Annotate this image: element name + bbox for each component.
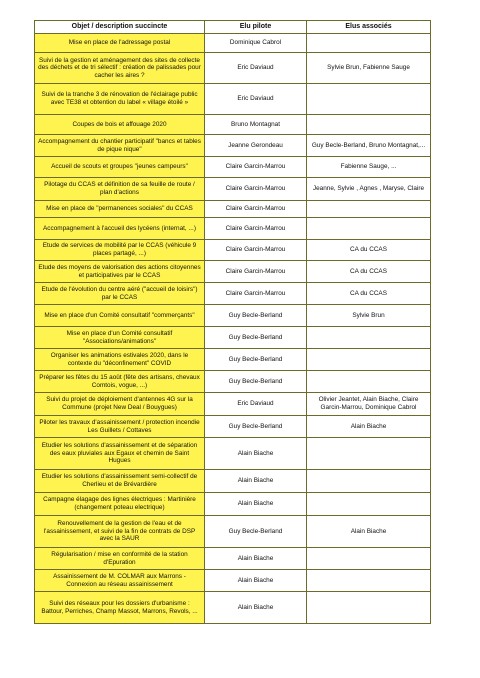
cell-objet: Mise en place d'un Comité consultatif "commerçants" xyxy=(35,305,205,327)
cell-objet: Mise en place de l'adressage postal xyxy=(35,34,205,53)
cell-elus-associes xyxy=(307,570,431,592)
cell-objet: Coupes de bois et affouage 2020 xyxy=(35,115,205,135)
table-row xyxy=(35,371,431,393)
cell-elus-associes xyxy=(307,218,431,240)
cell-elus-associes: Olivier Jeantet, Alain Biache, Claire Garcin-Marrou, Dominique Cabrol xyxy=(307,393,431,416)
cell-objet: Renouvellement de la gestion de l'eau et de l'assainissement, et suivi de la fin de contrats de DSP avec la SAUR xyxy=(35,516,205,548)
cell-elu-pilote: Eric Daviaud xyxy=(205,84,307,115)
header-elus-associes: Elus associés xyxy=(307,21,431,34)
cell-elu-pilote: Eric Daviaud xyxy=(205,393,307,416)
table-row xyxy=(35,135,431,157)
table-row xyxy=(35,201,431,218)
table-row xyxy=(35,84,431,115)
cell-elus-associes xyxy=(307,371,431,393)
cell-elu-pilote: Alain Biache xyxy=(205,570,307,592)
cell-objet: Etude de l'évolution du centre aéré ("accueil de loisirs") par le CCAS xyxy=(35,283,205,305)
cell-objet: Piloter les travaux d'assainissement / protection incendie Les Guillets / Cottaves xyxy=(35,416,205,438)
cell-elus-associes: Sylvie Brun, Fabienne Sauge xyxy=(307,53,431,84)
cell-elus-associes xyxy=(307,201,431,218)
cell-elu-pilote: Claire Garcin-Marrou xyxy=(205,201,307,218)
table-row xyxy=(35,592,431,624)
cell-objet: Etude des moyens de valorisation des actions citoyennes et participatives par le CCAS xyxy=(35,261,205,283)
cell-elu-pilote: Claire Garcin-Marrou xyxy=(205,157,307,178)
cell-elu-pilote: Alain Biache xyxy=(205,592,307,624)
cell-elu-pilote: Dominique Cabrol xyxy=(205,34,307,53)
table-row xyxy=(35,416,431,438)
cell-elus-associes: Guy Becle-Berland, Bruno Montagnat,... xyxy=(307,135,431,157)
table-row xyxy=(35,349,431,371)
cell-objet: Accueil de scouts et groupes "jeunes campeurs" xyxy=(35,157,205,178)
table-row xyxy=(35,393,431,416)
cell-objet: Mise en place de "permanences sociales" du CCAS xyxy=(35,201,205,218)
cell-objet: Accompagnement à l'accueil des lycéens (internat, ...) xyxy=(35,218,205,240)
cell-elu-pilote: Eric Daviaud xyxy=(205,53,307,84)
cell-elu-pilote: Jeanne Gerondeau xyxy=(205,135,307,157)
cell-elus-associes xyxy=(307,493,431,516)
header-elu-pilote: Elu pilote xyxy=(205,21,307,34)
cell-elu-pilote: Alain Biache xyxy=(205,470,307,493)
cell-elu-pilote: Alain Biache xyxy=(205,548,307,570)
cell-objet: Etudier les solutions d'assainissement semi-collectif de Cherlieu et de Brévardière xyxy=(35,470,205,493)
cell-objet: Suivi du projet de déploiement d'antennes 4G sur la Commune (projet New Deal / Bouygues) xyxy=(35,393,205,416)
cell-elus-associes: Fabienne Sauge, ... xyxy=(307,157,431,178)
cell-elus-associes xyxy=(307,84,431,115)
cell-elus-associes xyxy=(307,548,431,570)
cell-elus-associes xyxy=(307,592,431,624)
cell-elus-associes: CA du CCAS xyxy=(307,261,431,283)
cell-objet: Pilotage du CCAS et définition de sa feuille de route / plan d'actions xyxy=(35,178,205,201)
table-row xyxy=(35,53,431,84)
cell-elu-pilote: Claire Garcin-Marrou xyxy=(205,261,307,283)
cell-elu-pilote: Alain Biache xyxy=(205,493,307,516)
cell-elu-pilote: Claire Garcin-Marrou xyxy=(205,178,307,201)
cell-objet: Suivi de la gestion et aménagement des sites de collecte des déchets et de tri sélectif : création de palissades pour cacher les aires ? xyxy=(35,53,205,84)
table-row xyxy=(35,283,431,305)
table-row xyxy=(35,493,431,516)
cell-objet: Suivi des réseaux pour les dossiers d'urbanisme : Battour, Perriches, Champ Massot, Marrons, Revols, ... xyxy=(35,592,205,624)
table-body xyxy=(35,34,431,624)
table-row xyxy=(35,548,431,570)
cell-elu-pilote: Alain Biache xyxy=(205,438,307,470)
table-header-row xyxy=(35,21,431,34)
table-row xyxy=(35,240,431,261)
cell-objet: Assainissement de M. COLMAR aux Marrons - Connexion au réseau assainissement xyxy=(35,570,205,592)
cell-elus-associes: CA du CCAS xyxy=(307,283,431,305)
table-row xyxy=(35,570,431,592)
table-row xyxy=(35,438,431,470)
responsibilities-table xyxy=(34,20,431,624)
cell-objet: Accompagnement du chantier participatif "bancs et tables de pique nique" xyxy=(35,135,205,157)
cell-elu-pilote: Guy Becle-Berland xyxy=(205,327,307,349)
table-row xyxy=(35,157,431,178)
cell-elus-associes xyxy=(307,327,431,349)
table-row xyxy=(35,261,431,283)
cell-elu-pilote: Claire Garcin-Marrou xyxy=(205,240,307,261)
cell-elus-associes xyxy=(307,115,431,135)
cell-elu-pilote: Guy Becle-Berland xyxy=(205,516,307,548)
table-row xyxy=(35,218,431,240)
cell-elus-associes xyxy=(307,349,431,371)
cell-objet: Etudier les solutions d'assainissement et de séparation des eaux pluviales aux Egaux et chemin de Saint Hugues xyxy=(35,438,205,470)
cell-elu-pilote: Guy Becle-Berland xyxy=(205,349,307,371)
cell-elus-associes xyxy=(307,438,431,470)
table-row xyxy=(35,34,431,53)
cell-objet: Campagne élagage des lignes électriques : Martinière (changement poteau electrique) xyxy=(35,493,205,516)
cell-objet: Mise en place d'un Comité consultatif "Associations/animations" xyxy=(35,327,205,349)
cell-elu-pilote: Claire Garcin-Marrou xyxy=(205,218,307,240)
cell-elu-pilote: Guy Becle-Berland xyxy=(205,371,307,393)
table-row xyxy=(35,516,431,548)
cell-elu-pilote: Claire Garcin-Marrou xyxy=(205,283,307,305)
cell-elu-pilote: Bruno Montagnat xyxy=(205,115,307,135)
cell-elus-associes: Alain Biache xyxy=(307,516,431,548)
cell-elu-pilote: Guy Becle-Berland xyxy=(205,305,307,327)
table-row xyxy=(35,115,431,135)
table-row xyxy=(35,178,431,201)
cell-objet: Suivi de la tranche 3 de rénovation de l'éclairage public avec TE38 et obtention du label « village étoilé » xyxy=(35,84,205,115)
table-row xyxy=(35,305,431,327)
table-row xyxy=(35,327,431,349)
cell-objet: Préparer les fêtes du 15 août (fête des artisans, chevaux Comtois, vogue, ...) xyxy=(35,371,205,393)
header-objet: Objet / description succincte xyxy=(35,21,205,34)
cell-elus-associes: Jeanne, Sylvie , Agnes , Maryse, Claire xyxy=(307,178,431,201)
cell-elus-associes xyxy=(307,470,431,493)
cell-elus-associes: CA du CCAS xyxy=(307,240,431,261)
cell-objet: Etude de services de mobilité par le CCAS (véhicule 9 places partagé, ...) xyxy=(35,240,205,261)
cell-objet: Régularisation / mise en conformité de la station d'Epuration xyxy=(35,548,205,570)
cell-elus-associes: Sylvie Brun xyxy=(307,305,431,327)
cell-elus-associes: Alain Biache xyxy=(307,416,431,438)
cell-elus-associes xyxy=(307,34,431,53)
cell-elu-pilote: Guy Becle-Berland xyxy=(205,416,307,438)
table-row xyxy=(35,470,431,493)
cell-objet: Organiser les animations estivales 2020, dans le contexte du "déconfinement" COVID xyxy=(35,349,205,371)
